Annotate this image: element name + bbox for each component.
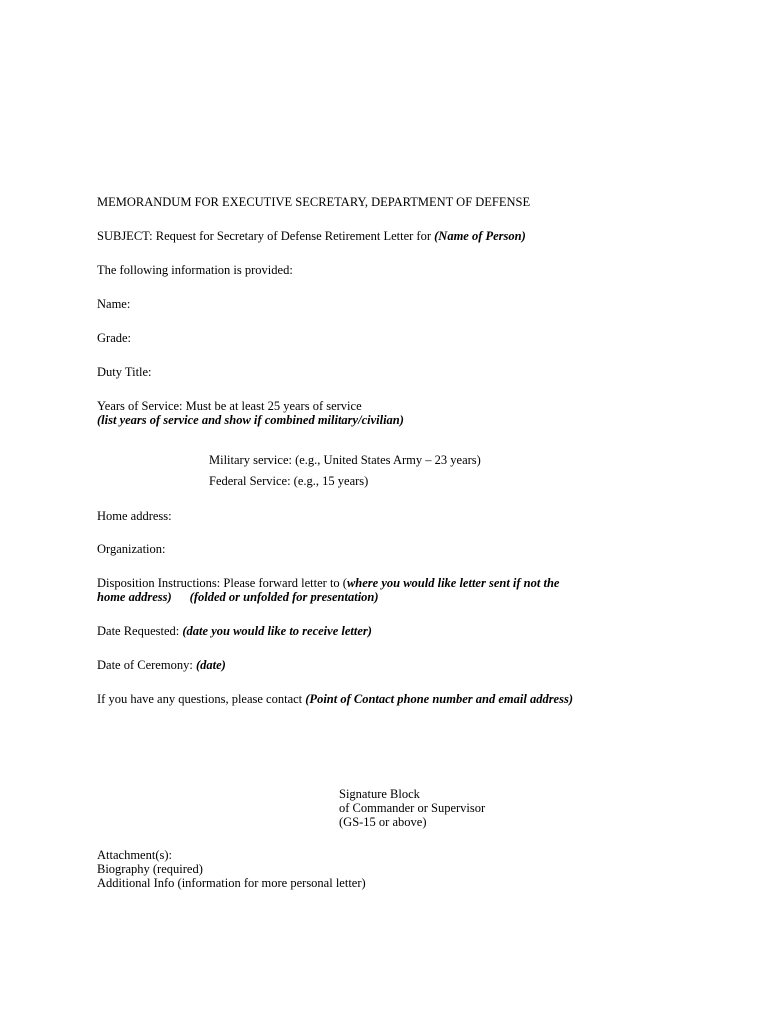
questions-placeholder: (Point of Contact phone number and email address): [305, 692, 573, 706]
years-of-service-note: (list years of service and show if combined military/civilian): [97, 413, 404, 427]
questions-prefix: If you have any questions, please contact: [97, 692, 306, 706]
attachment-item-additional-info: Additional Info (information for more personal letter): [97, 876, 366, 890]
date-requested-line: [97, 624, 372, 638]
duty-title-label: Duty Title:: [97, 365, 152, 379]
grade-label: Grade:: [97, 331, 132, 345]
disposition-placeholder-1: where you would like letter sent if not the: [346, 576, 560, 590]
signature-block-line-1: Signature Block: [339, 787, 420, 801]
date-requested-label: Date Requested:: [97, 624, 183, 638]
questions-line: [97, 692, 573, 706]
name-label: Name:: [97, 297, 131, 311]
attachments-label: Attachment(s):: [97, 848, 172, 862]
date-ceremony-line: [97, 658, 226, 672]
home-address-label: Home address:: [97, 509, 172, 523]
signature-block-line-2: of Commander or Supervisor: [339, 801, 486, 815]
organization-label: Organization:: [97, 542, 166, 556]
disposition-prefix: Disposition Instructions: Please forward letter to (: [97, 576, 347, 590]
intro-text: The following information is provided:: [97, 263, 293, 277]
disposition-line-2: [97, 590, 379, 604]
years-of-service-label: Years of Service: Must be at least 25 years of service: [97, 399, 362, 413]
disposition-placeholder-2: home address): [97, 590, 172, 604]
attachment-item-biography: Biography (required): [97, 862, 203, 876]
signature-block-line-3: (GS-15 or above): [339, 815, 427, 829]
disposition-line-1: [97, 576, 559, 590]
disposition-placeholder-3: (folded or unfolded for presentation): [189, 590, 379, 604]
date-requested-placeholder: (date you would like to receive letter): [182, 624, 372, 638]
federal-service-line: Federal Service: (e.g., 15 years): [209, 474, 369, 488]
subject-line: [97, 229, 526, 243]
memo-heading: MEMORANDUM FOR EXECUTIVE SECRETARY, DEPARTMENT OF DEFENSE: [97, 195, 531, 209]
military-service-line: Military service: (e.g., United States Army – 23 years): [209, 453, 481, 467]
subject-prefix: SUBJECT: Request for Secretary of Defense Retirement Letter for: [97, 229, 435, 243]
subject-placeholder: (Name of Person): [434, 229, 526, 243]
date-ceremony-label: Date of Ceremony:: [97, 658, 196, 672]
date-ceremony-placeholder: (date): [195, 658, 226, 672]
